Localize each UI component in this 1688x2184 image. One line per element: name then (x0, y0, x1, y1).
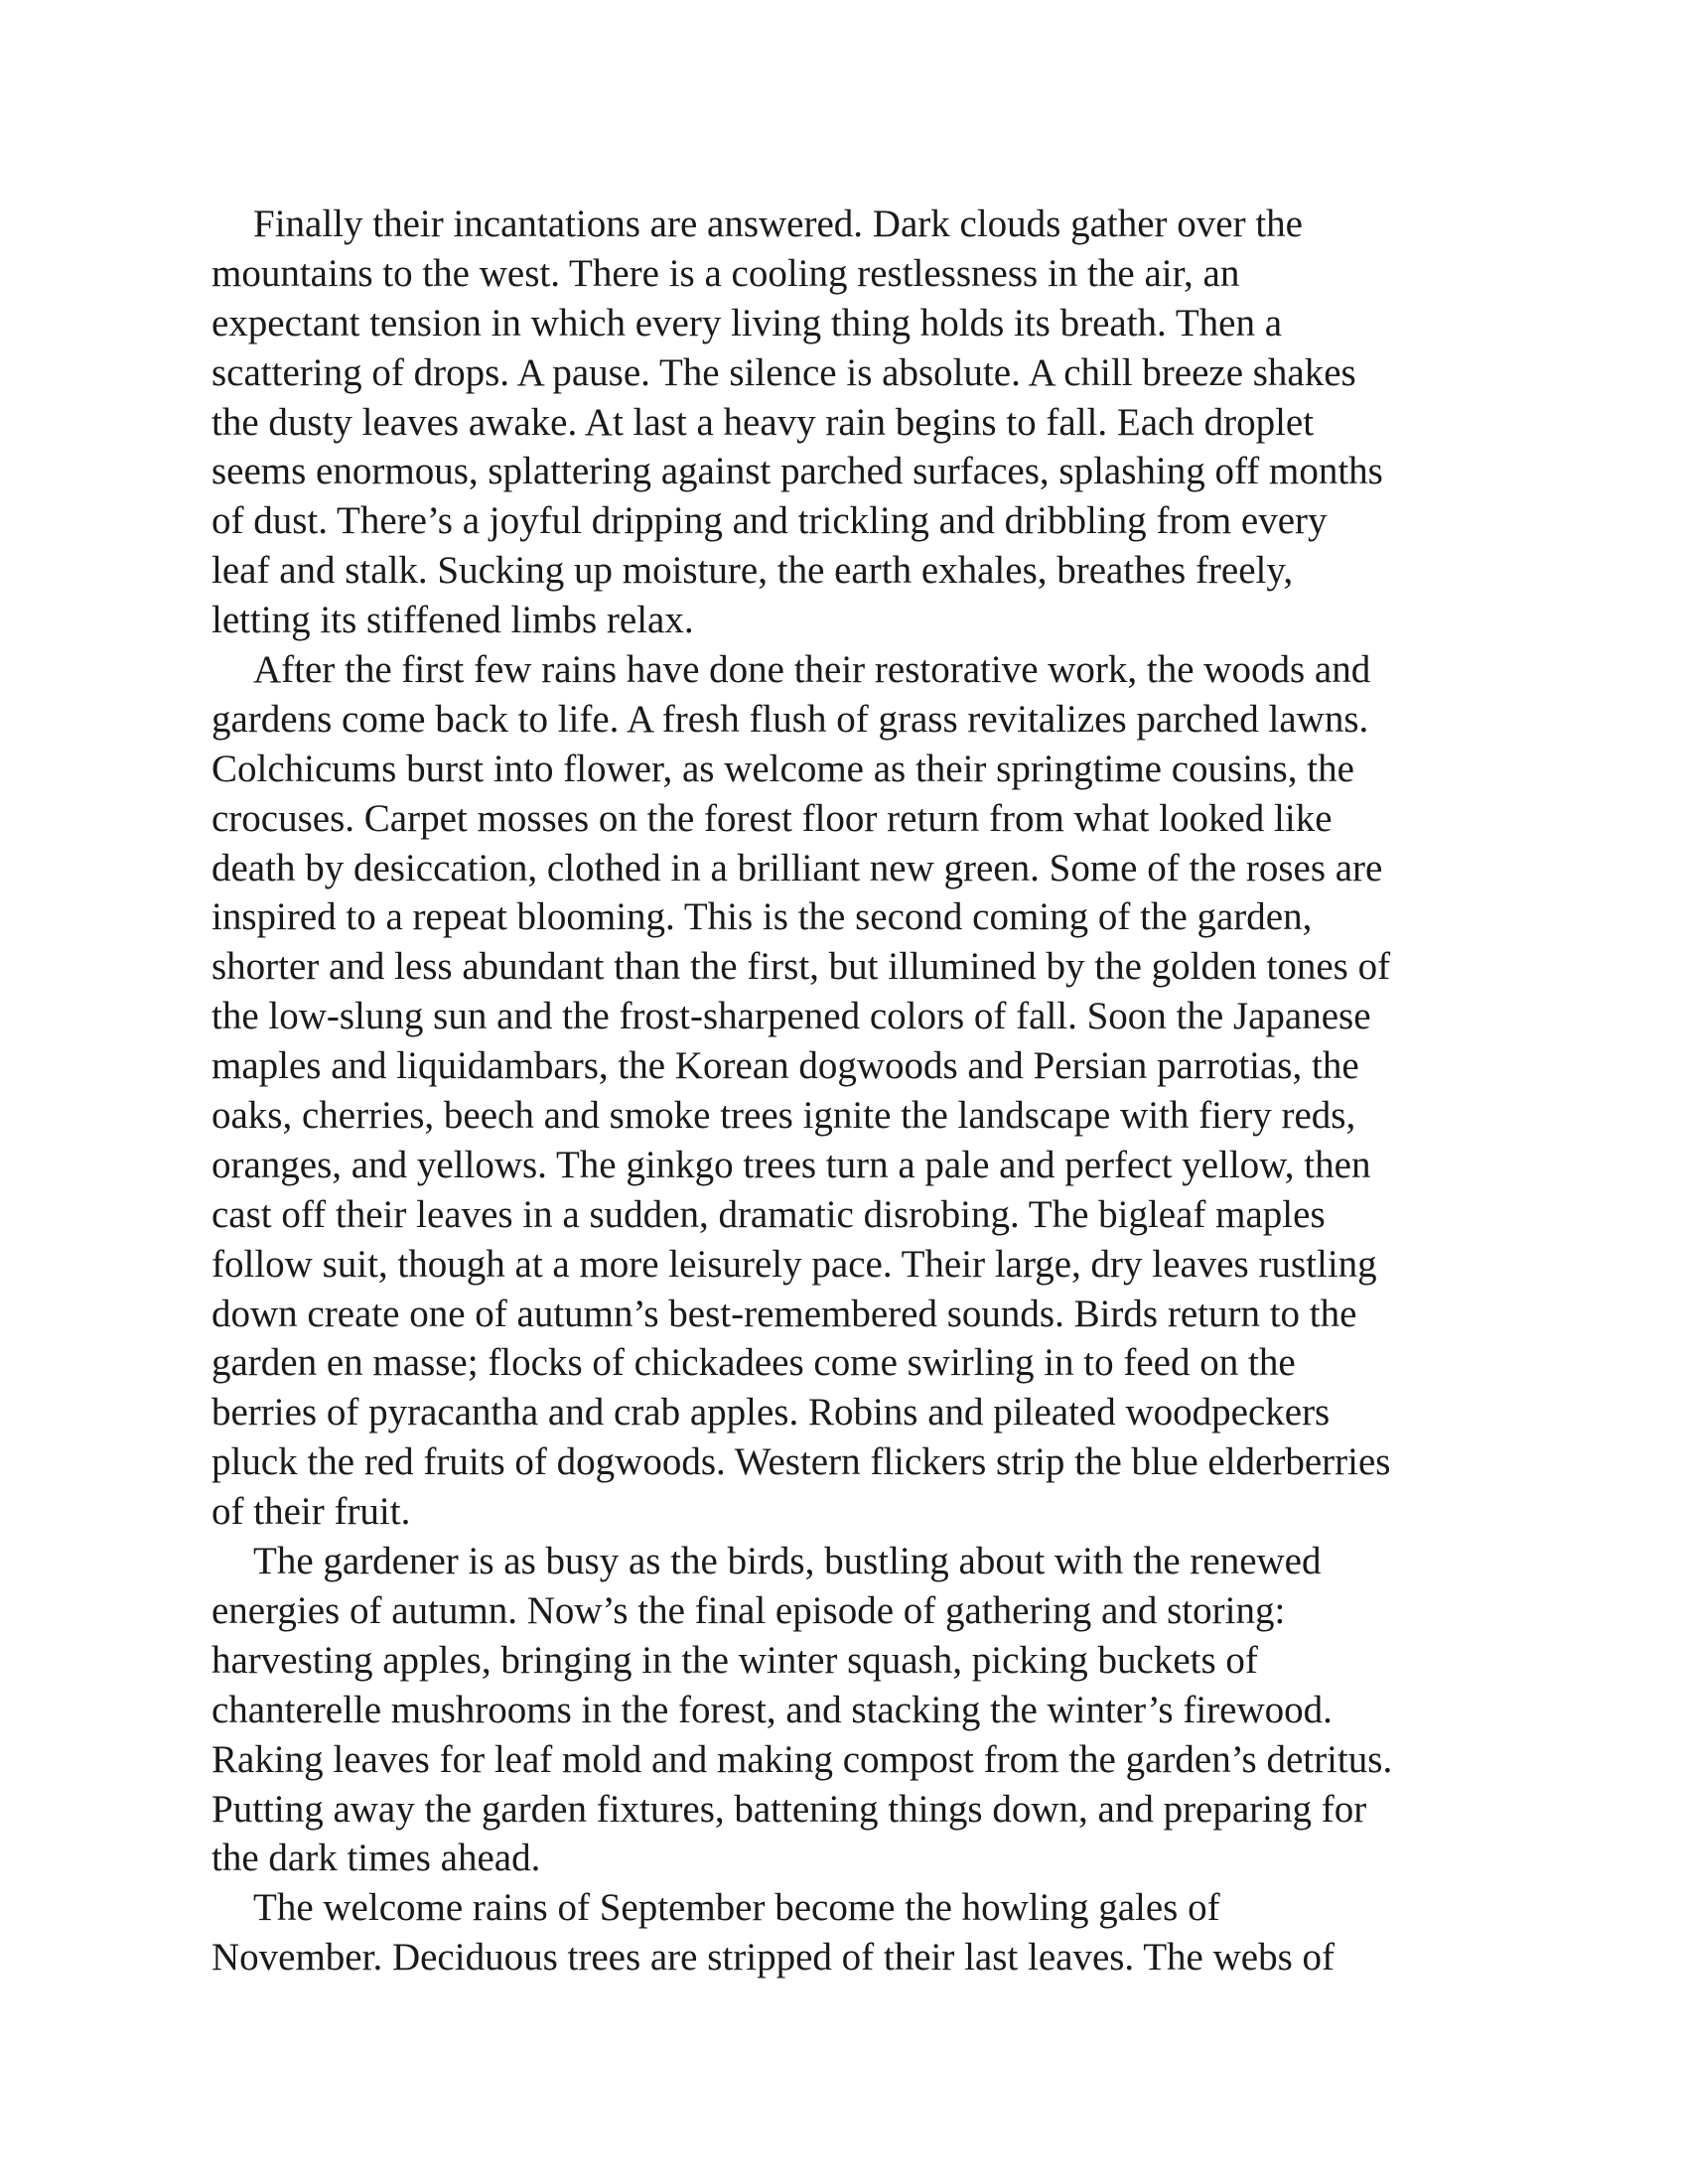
text-line: follow suit, though at a more leisurely pace. Their large, dry leaves rustling (211, 1242, 1377, 1286)
text-line: gardens come back to life. A fresh flush of grass revitalizes parched lawns. (211, 697, 1369, 741)
text-line: November. Deciduous trees are stripped of their last leaves. The webs of (211, 1936, 1335, 1979)
text-line: of dust. There’s a joyful dripping and trickling and dribbling from every (211, 499, 1328, 543)
text-line: cast off their leaves in a sudden, dramatic disrobing. The bigleaf maples (211, 1192, 1326, 1236)
text-line: energies of autumn. Now’s the final episode of gathering and storing: (211, 1588, 1286, 1632)
text-line: Finally their incantations are answered. Dark clouds gather over the (253, 203, 1303, 245)
text-line: The welcome rains of September become the howling gales of (253, 1886, 1220, 1930)
text-line: pluck the red fruits of dogwoods. Western flickers strip the blue elderberries (211, 1440, 1391, 1484)
text-line: oranges, and yellows. The ginkgo trees turn a pale and perfect yellow, then (211, 1143, 1371, 1186)
text-line: death by desiccation, clothed in a brilliant new green. Some of the roses are (211, 846, 1383, 889)
text-line: After the first few rains have done their restorative work, the woods and (253, 648, 1371, 692)
paragraph-3 (211, 1537, 1502, 1883)
text-line: the dusty leaves awake. At last a heavy rain begins to fall. Each droplet (211, 400, 1315, 444)
text-line: oaks, cherries, beech and smoke trees ignite the landscape with fiery reds, (211, 1094, 1356, 1138)
text-line: seems enormous, splattering against parched surfaces, splashing off months (211, 450, 1383, 493)
text-line: Colchicums burst into flower, as welcome as their springtime cousins, the (211, 747, 1354, 790)
paragraph-4 (211, 1883, 1502, 1982)
text-line: shorter and less abundant than the first, but illumined by the golden tones of (211, 945, 1391, 989)
text-line: mountains to the west. There is a cooling restlessness in the air, an (211, 251, 1240, 295)
text-line: the dark times ahead. (211, 1837, 541, 1880)
text-line: The gardener is as busy as the birds, bustling about with the renewed (253, 1540, 1322, 1583)
text-line: harvesting apples, bringing in the winter squash, picking buckets of (211, 1638, 1258, 1682)
text-line: garden en masse; flocks of chickadees come swirling in to feed on the (211, 1341, 1296, 1385)
text-line: Raking leaves for leaf mold and making compost from the garden’s detritus. (211, 1737, 1393, 1781)
text-line: leaf and stalk. Sucking up moisture, the earth exhales, breathes freely, (211, 549, 1294, 593)
paragraph-2 (211, 645, 1502, 1537)
text-line: crocuses. Carpet mosses on the forest floor return from what looked like (211, 796, 1333, 840)
text-line: Putting away the garden fixtures, battening things down, and preparing for (211, 1787, 1367, 1831)
text-line: letting its stiffened limbs relax. (211, 599, 694, 642)
text-line: of their fruit. (211, 1490, 411, 1534)
text-line: inspired to a repeat blooming. This is the second coming of the garden, (211, 895, 1313, 939)
text-line: expectant tension in which every living thing holds its breath. Then a (211, 301, 1283, 344)
text-line: maples and liquidambars, the Korean dogwoods and Persian parrotias, the (211, 1044, 1359, 1088)
text-line: chanterelle mushrooms in the forest, and stacking the winter’s firewood. (211, 1688, 1333, 1731)
text-line: the low-slung sun and the frost-sharpened colors of fall. Soon the Japanese (211, 995, 1371, 1038)
page-body (211, 200, 1502, 1982)
text-line: berries of pyracantha and crab apples. Robins and pileated woodpeckers (211, 1391, 1331, 1434)
text-line: down create one of autumn’s best-remembered sounds. Birds return to the (211, 1292, 1357, 1335)
paragraph-1 (211, 200, 1502, 645)
text-line: scattering of drops. A pause. The silence is absolute. A chill breeze shakes (211, 350, 1356, 394)
